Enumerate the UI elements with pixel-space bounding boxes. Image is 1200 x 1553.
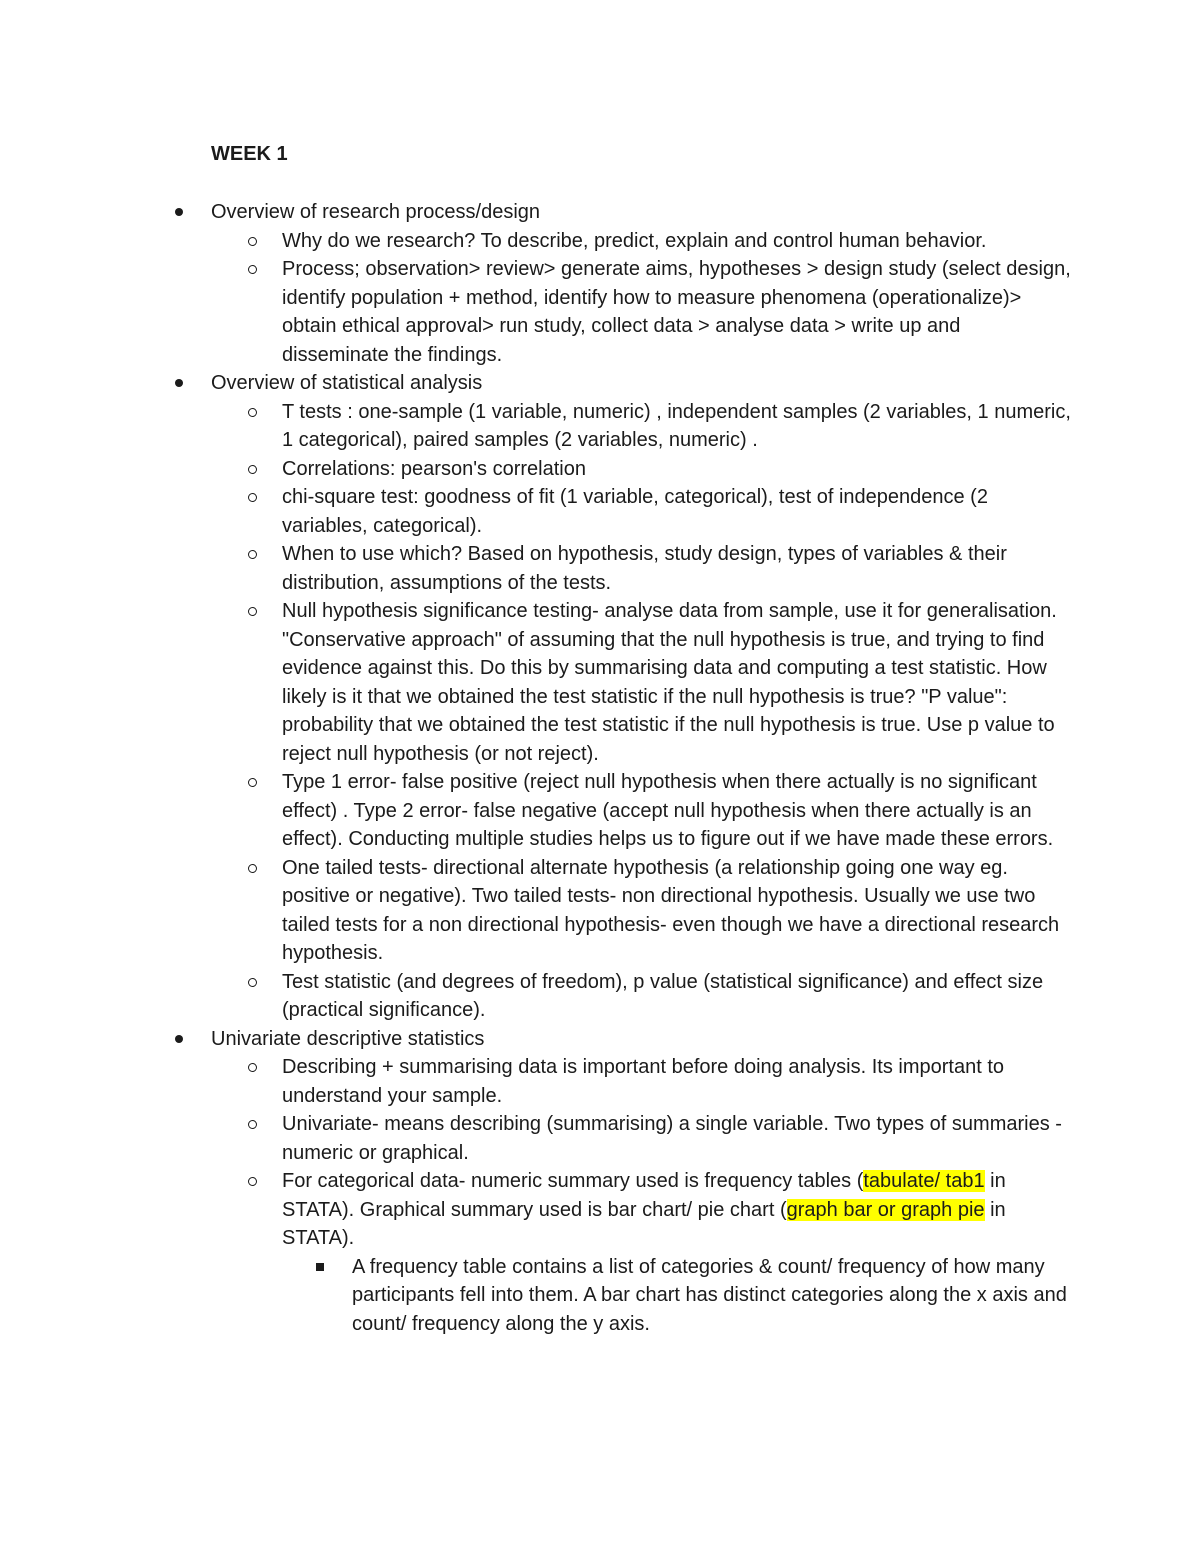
section-heading: Overview of research process/design (211, 201, 541, 223)
bullet-hollow-circle-icon (248, 493, 257, 502)
list-item-text: chi-square test: goodness of fit (1 variable, categorical), test of independence (2 variables, categorical). (282, 486, 988, 537)
list-item-text: A frequency table contains a list of categories & count/ frequency of how many participants fell into them. A bar chart has distinct categories along the x axis and count/ frequency along the y axis. (352, 1255, 1067, 1335)
list-item (282, 854, 1071, 968)
list-item (282, 455, 1071, 484)
outline-list (211, 198, 1071, 1338)
bullet-hollow-circle-icon (248, 1177, 257, 1186)
list-item-text: Type 1 error- false positive (reject null hypothesis when there actually is no significant effect) . Type 2 error- false negative (accept null hypothesis when there actually is an effect). Conducting multiple studies helps us to figure out if we have made these errors. (282, 771, 1054, 850)
bullet-square-icon (316, 1263, 324, 1271)
sub-list (282, 1053, 1071, 1338)
list-item-text: Process; observation> review> generate aims, hypotheses > design study (select design, identify population + method, identify how to measure phenomena (operationalize)> obtain ethical approval> run study, collect data > analyse data > write up and disseminate the findings. (282, 258, 1071, 366)
text-part: in STATA). Graphical summary used is bar chart/ pie chart ( (282, 1170, 1006, 1221)
list-item-text: One tailed tests- directional alternate hypothesis (a relationship going one way eg. positive or negative). Two tailed tests- non directional hypothesis. Usually we use two tailed tests for a non directional hypothesis- even though we have a directional research hypothesis. (282, 856, 1060, 964)
bullet-hollow-circle-icon (248, 265, 257, 274)
list-item-text: When to use which? Based on hypothesis, study design, types of variables & their distribution, assumptions of the tests. (282, 543, 1007, 594)
bullet-hollow-circle-icon (248, 778, 257, 787)
list-item (282, 968, 1071, 1025)
list-item (282, 768, 1071, 854)
list-item (282, 483, 1071, 540)
section-heading: Univariate descriptive statistics (211, 1027, 485, 1050)
list-item (282, 255, 1071, 369)
text-part: in STATA). (282, 1198, 1006, 1249)
list-item-descriptive-statistics (211, 1025, 1071, 1339)
bullet-hollow-circle-icon (248, 408, 257, 417)
bullet-hollow-circle-icon (248, 607, 257, 616)
highlighted-command: tabulate/ tab1 (863, 1170, 985, 1192)
highlighted-command: graph bar or graph pie (786, 1198, 985, 1221)
list-item (282, 1053, 1071, 1110)
sub-list (282, 227, 1071, 370)
list-item-text: Describing + summarising data is important before doing analysis. Its important to understand your sample. (282, 1056, 1005, 1107)
list-item-text: Univariate- means describing (summarising) a single variable. Two types of summaries - numeric or graphical. (282, 1113, 1062, 1164)
bullet-filled-circle-icon (175, 379, 183, 387)
bullet-hollow-circle-icon (248, 978, 257, 987)
bullet-filled-circle-icon (175, 208, 183, 216)
list-item-statistical-analysis (211, 369, 1071, 1025)
list-item (282, 1110, 1071, 1167)
bullet-hollow-circle-icon (248, 550, 257, 559)
list-item (282, 398, 1071, 455)
list-item-research-process (211, 198, 1071, 369)
bullet-hollow-circle-icon (248, 237, 257, 246)
list-item-text: Null hypothesis significance testing- analyse data from sample, use it for generalisation. "Conservative approach" of assuming that the null hypothesis is true, and trying to find evidence against this. Do this by summarising data and computing a test statistic. How likely is it that we obtained the test statistic if the null hypothesis is true? "P value": probability that we obtained the test statistic if the null hypothesis is true. Use p value to reject null hypothesis (or not reject). (282, 600, 1057, 765)
section-heading: Overview of statistical analysis (211, 372, 483, 394)
bullet-filled-circle-icon (175, 1035, 183, 1043)
list-item-text: T tests : one-sample (1 variable, numeric) , independent samples (2 variables, 1 numeric, 1 categorical), paired samples (2 variables, numeric) . (282, 400, 1071, 451)
list-item-text: Correlations: pearson's correlation (282, 457, 586, 480)
bullet-hollow-circle-icon (248, 1063, 257, 1072)
bullet-hollow-circle-icon (248, 1120, 257, 1129)
bullet-hollow-circle-icon (248, 465, 257, 474)
list-item (352, 1253, 1071, 1339)
list-item (282, 227, 1071, 256)
list-item (282, 597, 1071, 768)
sub-list (282, 398, 1071, 1025)
page-title: WEEK 1 (211, 143, 288, 165)
list-item-text: Why do we research? To describe, predict, explain and control human behavior. (282, 229, 987, 252)
text-part: For categorical data- numeric summary used is frequency tables ( (282, 1170, 864, 1192)
list-item-text: Test statistic (and degrees of freedom), p value (statistical significance) and effect size (practical significance). (282, 970, 1044, 1021)
bullet-hollow-circle-icon (248, 864, 257, 873)
list-item (282, 540, 1071, 597)
sub-sub-list (352, 1253, 1071, 1339)
list-item-categorical (282, 1167, 1071, 1338)
